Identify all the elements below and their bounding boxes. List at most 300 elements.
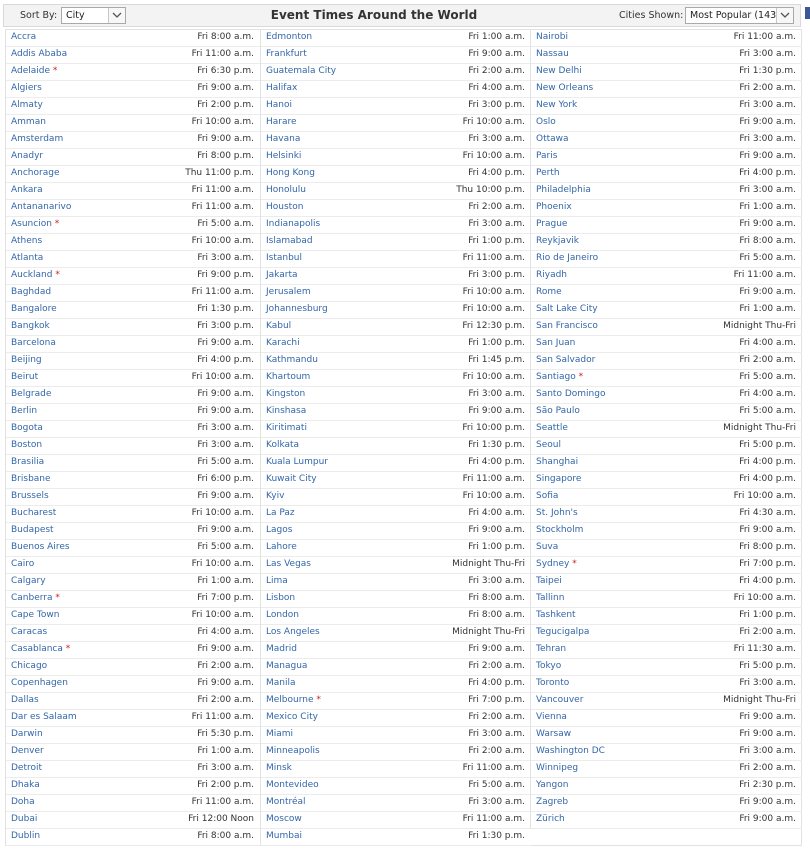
city-name: Kyiv <box>266 491 285 501</box>
city-link[interactable] <box>536 576 562 586</box>
city-link[interactable] <box>266 372 310 382</box>
city-link[interactable] <box>11 321 50 331</box>
city-link[interactable] <box>536 491 558 501</box>
event-time: Fri 4:00 p.m. <box>468 678 525 688</box>
city-row <box>261 98 531 115</box>
city-name: Shanghai <box>536 457 579 467</box>
city-name: Casablanca <box>11 644 63 654</box>
city-link[interactable] <box>536 814 565 824</box>
city-link[interactable] <box>536 236 579 246</box>
event-time: Fri 1:30 p.m. <box>468 440 525 450</box>
city-link[interactable] <box>266 202 303 212</box>
city-row <box>531 489 802 506</box>
event-time: Fri 1:00 a.m. <box>739 202 796 212</box>
city-name: Kuala Lumpur <box>266 457 328 467</box>
city-name: Miami <box>266 729 294 739</box>
event-time: Fri 2:00 a.m. <box>739 763 796 773</box>
event-time: Midnight Thu-Fri <box>723 423 796 433</box>
city-name: Kinshasa <box>266 406 307 416</box>
city-link[interactable] <box>266 542 297 552</box>
city-link[interactable] <box>11 814 37 824</box>
city-row <box>6 47 260 64</box>
event-time: Fri 5:00 a.m. <box>739 372 796 382</box>
city-row <box>531 438 802 455</box>
event-time: Fri 9:00 a.m. <box>739 525 796 535</box>
city-link[interactable] <box>266 100 292 110</box>
city-link[interactable] <box>536 712 567 722</box>
event-time: Fri 12:00 Noon <box>188 814 254 824</box>
city-row <box>261 693 531 710</box>
city-row <box>261 727 531 744</box>
city-link[interactable] <box>536 134 569 144</box>
city-row <box>261 829 531 846</box>
city-name: Lisbon <box>266 593 296 603</box>
city-row <box>261 608 531 625</box>
event-time: Fri 1:00 a.m. <box>468 32 525 42</box>
city-link[interactable] <box>11 117 46 127</box>
city-link[interactable] <box>266 576 288 586</box>
city-link[interactable] <box>266 321 291 331</box>
city-link[interactable] <box>266 508 295 518</box>
city-link[interactable] <box>536 780 568 790</box>
city-name: Dhaka <box>11 780 40 790</box>
city-link[interactable] <box>11 627 47 637</box>
event-time: Fri 8:00 a.m. <box>197 831 254 841</box>
city-link[interactable] <box>266 66 336 76</box>
city-row <box>261 506 531 523</box>
city-link[interactable] <box>266 338 300 348</box>
city-link[interactable] <box>536 423 568 433</box>
city-row <box>6 81 260 98</box>
city-row <box>531 387 802 404</box>
city-link[interactable] <box>266 304 328 314</box>
event-time: Fri 2:00 a.m. <box>739 627 796 637</box>
city-link[interactable] <box>11 49 67 59</box>
city-link[interactable] <box>266 134 300 144</box>
city-name: Barcelona <box>11 338 56 348</box>
city-name: Harare <box>266 117 297 127</box>
city-name: Nairobi <box>536 32 568 42</box>
city-link[interactable] <box>266 389 305 399</box>
city-link[interactable] <box>11 151 43 161</box>
city-link[interactable] <box>11 32 36 42</box>
city-row <box>6 812 260 829</box>
event-time: Fri 2:00 a.m. <box>197 661 254 671</box>
event-time: Fri 2:00 a.m. <box>468 202 525 212</box>
city-link[interactable] <box>536 644 566 654</box>
city-link[interactable] <box>536 593 564 603</box>
city-link[interactable] <box>11 236 42 246</box>
city-link[interactable] <box>11 287 51 297</box>
city-row <box>531 98 802 115</box>
city-row <box>531 234 802 251</box>
city-link[interactable] <box>266 729 293 739</box>
city-link[interactable] <box>536 508 578 518</box>
city-link[interactable] <box>536 270 567 280</box>
city-row <box>531 557 802 574</box>
event-time: Fri 3:00 a.m. <box>739 49 796 59</box>
city-row <box>531 115 802 132</box>
city-name: Halifax <box>266 83 298 93</box>
city-name: Almaty <box>11 100 43 110</box>
event-time: Fri 8:00 a.m. <box>197 32 254 42</box>
city-link[interactable] <box>536 797 568 807</box>
chevron-down-icon[interactable] <box>108 8 125 23</box>
city-row <box>531 676 802 693</box>
city-link[interactable] <box>11 780 40 790</box>
city-name: Auckland <box>11 270 53 280</box>
city-name: Havana <box>266 134 301 144</box>
city-link[interactable] <box>266 491 284 501</box>
city-name: Kathmandu <box>266 355 318 365</box>
chevron-down-icon[interactable] <box>776 8 793 23</box>
city-row <box>261 540 531 557</box>
city-row <box>261 421 531 438</box>
event-time: Fri 2:00 a.m. <box>468 66 525 76</box>
event-time: Fri 8:00 p.m. <box>739 542 796 552</box>
city-row <box>531 625 802 642</box>
city-name: Anchorage <box>11 168 60 178</box>
city-link[interactable] <box>11 168 60 178</box>
city-link[interactable] <box>11 389 51 399</box>
event-time: Fri 9:00 a.m. <box>197 491 254 501</box>
city-link[interactable] <box>266 236 313 246</box>
event-time: Fri 11:00 a.m. <box>733 32 796 42</box>
city-name: Prague <box>536 219 568 229</box>
city-link[interactable] <box>266 831 302 841</box>
city-name: Moscow <box>266 814 302 824</box>
city-row <box>261 744 531 761</box>
city-link[interactable] <box>11 338 56 348</box>
city-row <box>531 149 802 166</box>
city-link[interactable] <box>266 525 292 535</box>
city-row <box>531 812 802 829</box>
city-row <box>6 727 260 744</box>
city-name: Cairo <box>11 559 35 569</box>
city-row <box>531 506 802 523</box>
city-link[interactable] <box>266 644 297 654</box>
city-link[interactable] <box>266 423 307 433</box>
city-link[interactable] <box>266 678 296 688</box>
city-link[interactable] <box>11 304 57 314</box>
city-row <box>261 778 531 795</box>
city-link[interactable] <box>266 83 297 93</box>
city-row <box>6 795 260 812</box>
cities-shown-select[interactable] <box>685 7 794 24</box>
city-name: Dublin <box>11 831 41 841</box>
city-link[interactable] <box>11 491 49 501</box>
city-link[interactable] <box>266 457 328 467</box>
city-name: Dallas <box>11 695 39 705</box>
event-time: Fri 4:00 a.m. <box>739 389 796 399</box>
city-row <box>6 404 260 421</box>
city-link[interactable] <box>266 49 307 59</box>
city-link[interactable] <box>11 100 43 110</box>
city-link[interactable] <box>266 814 302 824</box>
event-time: Fri 9:00 a.m. <box>739 712 796 722</box>
city-link[interactable] <box>11 253 43 263</box>
city-name: Kuwait City <box>266 474 317 484</box>
city-row <box>6 829 260 846</box>
city-link[interactable] <box>536 457 578 467</box>
event-time: Fri 4:00 a.m. <box>468 83 525 93</box>
city-row <box>261 710 531 727</box>
city-link[interactable] <box>11 474 51 484</box>
city-link[interactable] <box>11 661 47 671</box>
city-link[interactable] <box>266 32 312 42</box>
city-column <box>260 30 531 846</box>
city-link[interactable] <box>11 644 70 654</box>
city-link[interactable] <box>11 508 56 518</box>
city-link[interactable] <box>11 355 42 365</box>
city-link[interactable] <box>11 202 71 212</box>
city-link[interactable] <box>266 117 297 127</box>
city-link[interactable] <box>11 372 38 382</box>
event-time: Fri 3:00 a.m. <box>739 746 796 756</box>
event-time: Fri 6:30 p.m. <box>197 66 254 76</box>
city-link[interactable] <box>536 83 593 93</box>
event-time: Fri 11:00 a.m. <box>191 797 254 807</box>
city-link[interactable] <box>266 661 307 671</box>
event-time: Fri 11:30 a.m. <box>733 644 796 654</box>
event-time: Fri 1:00 a.m. <box>739 304 796 314</box>
city-name: St. John's <box>536 508 578 518</box>
city-link[interactable] <box>266 712 318 722</box>
city-name: Minneapolis <box>266 746 320 756</box>
city-link[interactable] <box>266 746 320 756</box>
city-name: Vienna <box>536 712 567 722</box>
city-link[interactable] <box>536 525 583 535</box>
event-time: Fri 4:00 a.m. <box>197 627 254 637</box>
city-link[interactable] <box>266 780 319 790</box>
event-time: Fri 3:00 a.m. <box>197 253 254 263</box>
city-link[interactable] <box>11 423 43 433</box>
event-time: Fri 2:00 a.m. <box>468 746 525 756</box>
city-link[interactable] <box>11 763 42 773</box>
city-link[interactable] <box>266 168 315 178</box>
event-time: Fri 4:00 p.m. <box>739 168 796 178</box>
event-time: Fri 10:00 a.m. <box>191 559 254 569</box>
city-name: Bangalore <box>11 304 57 314</box>
city-link[interactable] <box>266 695 321 705</box>
city-link[interactable] <box>536 338 575 348</box>
event-time: Fri 10:00 a.m. <box>462 304 525 314</box>
city-row <box>6 302 260 319</box>
city-link[interactable] <box>11 542 70 552</box>
city-name: Accra <box>11 32 37 42</box>
city-link[interactable] <box>536 406 580 416</box>
event-time: Fri 11:00 a.m. <box>191 712 254 722</box>
sort-by-select[interactable] <box>61 7 126 24</box>
city-link[interactable] <box>266 270 297 280</box>
city-link[interactable] <box>266 151 301 161</box>
city-time-table <box>5 29 802 846</box>
city-link[interactable] <box>536 474 581 484</box>
city-link[interactable] <box>536 253 598 263</box>
city-link[interactable] <box>536 355 595 365</box>
city-link[interactable] <box>266 763 292 773</box>
city-link[interactable] <box>11 440 42 450</box>
city-link[interactable] <box>536 32 568 42</box>
city-link[interactable] <box>536 440 561 450</box>
city-row <box>6 268 260 285</box>
city-link[interactable] <box>536 49 569 59</box>
city-row <box>261 676 531 693</box>
city-link[interactable] <box>11 134 63 144</box>
city-link[interactable] <box>536 185 591 195</box>
city-name: Darwin <box>11 729 43 739</box>
event-time: Fri 5:00 a.m. <box>468 780 525 790</box>
city-link[interactable] <box>536 661 561 671</box>
city-link[interactable] <box>11 270 60 280</box>
city-link[interactable] <box>11 457 44 467</box>
event-time: Fri 5:00 p.m. <box>739 661 796 671</box>
city-link[interactable] <box>536 287 562 297</box>
city-link[interactable] <box>11 219 59 229</box>
city-link[interactable] <box>11 406 37 416</box>
city-link[interactable] <box>536 219 567 229</box>
city-name: Seoul <box>536 440 561 450</box>
city-name: Bucharest <box>11 508 57 518</box>
city-link[interactable] <box>536 372 583 382</box>
dst-marker: * <box>54 219 60 229</box>
city-row <box>6 710 260 727</box>
city-link[interactable] <box>536 746 605 756</box>
city-link[interactable] <box>11 576 46 586</box>
event-time: Fri 9:00 a.m. <box>197 134 254 144</box>
event-time: Fri 10:00 a.m. <box>191 117 254 127</box>
city-name: Canberra <box>11 593 53 603</box>
event-time: Fri 3:00 p.m. <box>468 270 525 280</box>
city-link[interactable] <box>536 321 598 331</box>
event-time: Fri 6:00 p.m. <box>197 474 254 484</box>
city-link[interactable] <box>536 542 558 552</box>
city-row <box>531 183 802 200</box>
city-name: Detroit <box>11 763 43 773</box>
city-row <box>261 30 531 47</box>
city-link[interactable] <box>266 219 320 229</box>
city-link[interactable] <box>536 117 556 127</box>
city-link[interactable] <box>536 695 583 705</box>
city-name: La Paz <box>266 508 295 518</box>
city-row <box>261 761 531 778</box>
event-time: Midnight Thu-Fri <box>452 627 525 637</box>
city-name: Managua <box>266 661 308 671</box>
city-link[interactable] <box>266 185 306 195</box>
dst-marker: * <box>52 66 58 76</box>
city-name: Istanbul <box>266 253 303 263</box>
city-name: Budapest <box>11 525 54 535</box>
city-link[interactable] <box>536 66 582 76</box>
city-link[interactable] <box>266 610 299 620</box>
event-time: Fri 1:00 p.m. <box>468 338 525 348</box>
city-name: Yangon <box>536 780 569 790</box>
city-name: Lahore <box>266 542 297 552</box>
city-name: Dubai <box>11 814 38 824</box>
event-time: Fri 9:00 a.m. <box>739 151 796 161</box>
city-link[interactable] <box>536 151 557 161</box>
city-link[interactable] <box>536 763 578 773</box>
city-link[interactable] <box>11 678 68 688</box>
city-row <box>261 81 531 98</box>
city-row <box>6 472 260 489</box>
city-row <box>531 336 802 353</box>
city-link[interactable] <box>536 100 577 110</box>
event-time: Fri 5:00 a.m. <box>197 219 254 229</box>
city-name: Houston <box>266 202 304 212</box>
city-column <box>530 30 802 829</box>
city-name: Buenos Aires <box>11 542 70 552</box>
city-link[interactable] <box>536 729 571 739</box>
city-link[interactable] <box>266 440 299 450</box>
event-time: Fri 9:00 a.m. <box>739 219 796 229</box>
city-row <box>6 540 260 557</box>
event-time: Fri 2:00 a.m. <box>468 661 525 671</box>
city-link[interactable] <box>266 355 318 365</box>
city-link[interactable] <box>536 678 569 688</box>
city-link[interactable] <box>266 253 302 263</box>
city-link[interactable] <box>536 202 572 212</box>
city-link[interactable] <box>536 168 560 178</box>
city-link[interactable] <box>11 593 60 603</box>
city-row <box>531 64 802 81</box>
city-name: Brasilia <box>11 457 45 467</box>
city-link[interactable] <box>536 610 576 620</box>
city-name: Ankara <box>11 185 43 195</box>
city-link[interactable] <box>11 712 77 722</box>
city-link[interactable] <box>536 627 589 637</box>
city-link[interactable] <box>266 627 320 637</box>
city-link[interactable] <box>266 474 317 484</box>
city-row <box>261 149 531 166</box>
event-time: Fri 4:00 a.m. <box>739 338 796 348</box>
city-link[interactable] <box>266 287 311 297</box>
city-link[interactable] <box>266 593 295 603</box>
city-name: Dar es Salaam <box>11 712 77 722</box>
city-link[interactable] <box>11 695 39 705</box>
event-time: Fri 1:00 p.m. <box>468 236 525 246</box>
city-link[interactable] <box>536 389 605 399</box>
city-link[interactable] <box>266 559 311 569</box>
city-link[interactable] <box>11 83 42 93</box>
city-row <box>6 217 260 234</box>
facebook-icon[interactable] <box>805 7 810 19</box>
city-row <box>261 574 531 591</box>
city-row <box>6 336 260 353</box>
city-link[interactable] <box>11 797 35 807</box>
city-name: Sydney <box>536 559 570 569</box>
city-link[interactable] <box>266 406 306 416</box>
event-time: Fri 3:00 a.m. <box>468 134 525 144</box>
event-time: Fri 2:00 a.m. <box>739 83 796 93</box>
city-link[interactable] <box>11 746 44 756</box>
city-name: Tegucigalpa <box>536 627 590 637</box>
city-link[interactable] <box>11 729 43 739</box>
city-link[interactable] <box>11 610 59 620</box>
city-link[interactable] <box>11 831 40 841</box>
city-link[interactable] <box>11 66 57 76</box>
city-link[interactable] <box>536 559 577 569</box>
city-link[interactable] <box>266 797 306 807</box>
city-link[interactable] <box>11 525 54 535</box>
city-link[interactable] <box>536 304 598 314</box>
city-link[interactable] <box>11 559 34 569</box>
city-row <box>261 302 531 319</box>
event-time: Fri 8:00 a.m. <box>739 236 796 246</box>
event-time: Fri 2:00 a.m. <box>739 355 796 365</box>
city-link[interactable] <box>11 185 43 195</box>
city-row <box>6 370 260 387</box>
